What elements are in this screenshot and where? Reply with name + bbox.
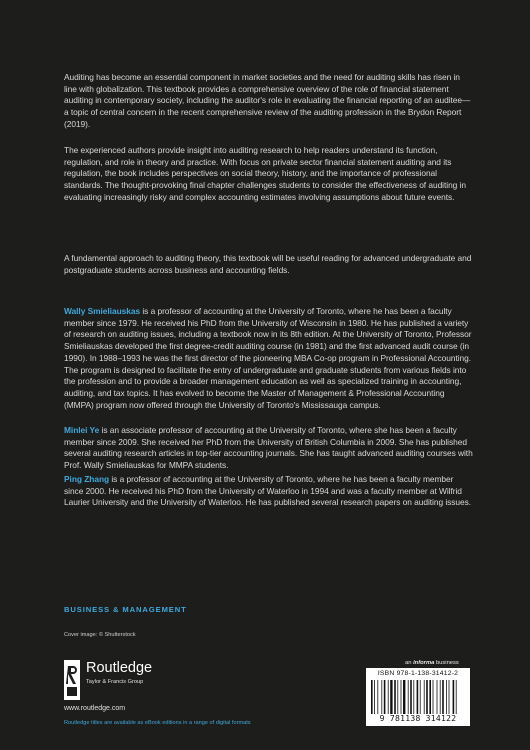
publisher-group: Taylor & Francis Group [86, 679, 144, 685]
blurb-paragraph-2: The experienced authors provide insight into auditing research to help readers understand its function, regulation, and role in theory and practice. With focus on private sector financial statement auditing and its regulation, the book includes perspectives on social theory, history, and the importance of professional standards. The thought-provoking final chapter challenges students to consider the effectiveness of auditing in evaluating increasingly risky and complex accounting estimates involving assumptions about future events. [64, 145, 466, 202]
author-name: Ping Zhang [64, 474, 110, 484]
author-bio-text: is a professor of accounting at the University of Toronto, where he has been a faculty member since 1979. He received his PhD from the University of Wisconsin in 1980. He has published a variety of research on auditing issues, including a textbook now in its 8th edition. At the University of Toronto, Professor Smieliauskas developed the first degree-credit auditing course (in 1981) and the first advanced audit course (in 1990). In 1988–1993 he was the first director of the pioneering MBA Co-op program in Professional Accounting. The program is designed to facilitate the entry of undergraduate and graduate students from various fields into the profession and to provide a broader management education as well as specialized training in accounting, auditing, and tax topics. It has evolved to become the Master of Management & Professional Accounting (MMPA) program now offered through the University of Toronto's Mississauga campus. [64, 306, 472, 410]
subject-category: BUSINESS & MANAGEMENT [64, 605, 187, 614]
author-bio-2 [64, 425, 474, 472]
barcode [366, 668, 470, 726]
informa-brand: informa [413, 660, 435, 666]
blurb-paragraph-3: A fundamental approach to auditing theory, this textbook will be useful reading for advanced undergraduate and postgraduate students across business and accounting fields. [64, 253, 472, 275]
routledge-logo-icon [64, 660, 80, 700]
blurb-paragraph-1: Auditing has become an essential component in market societies and the need for auditing skills has risen in line with globalization. This textbook provides a comprehensive overview of the role of financial statement auditing in contemporary society, including the auditor's role in evaluating the financial reporting of an auditee—a topic of central concern in the recent comprehensive review of the auditing profession in the Brydon Report (2019). [64, 72, 471, 129]
author-bio-text: is an associate professor of accounting at the University of Toronto, where she has been a faculty member since 2009. She received her PhD from the University of British Columbia in 2009. She has published several auditing research articles in top-tier accounting journals. She has taught advanced auditing courses with Prof. Wally Smieliauskas for MMPA students. [64, 425, 473, 471]
publisher-url: www.routledge.com [64, 705, 126, 712]
cover-image-credit: Cover image: © Shutterstock [64, 632, 136, 638]
barcode-digits: 9 781138 314122 [379, 714, 457, 723]
publisher-logo [64, 660, 204, 712]
author-bio-1 [64, 306, 474, 411]
barcode-bars-icon [370, 680, 466, 714]
ebook-note: Routledge titles are available as eBook editions in a range of digital formats [64, 720, 251, 726]
author-name: Wally Smieliauskas [64, 306, 141, 316]
author-bio-3 [64, 474, 474, 509]
informa-tagline: an informa business [405, 660, 459, 666]
isbn-label: ISBN 978-1-138-31412-2 [377, 670, 459, 677]
author-bio-text: is a professor of accounting at the University of Toronto, where he has been a faculty member since 2000. He received his PhD from the University of Waterloo in 1994 and was a faculty member at Wilfrid Laurier University and the University of Waterloo. He has published several research papers on auditing issues. [64, 474, 472, 508]
publisher-name: Routledge [86, 660, 153, 676]
author-name: Minlei Ye [64, 425, 100, 435]
